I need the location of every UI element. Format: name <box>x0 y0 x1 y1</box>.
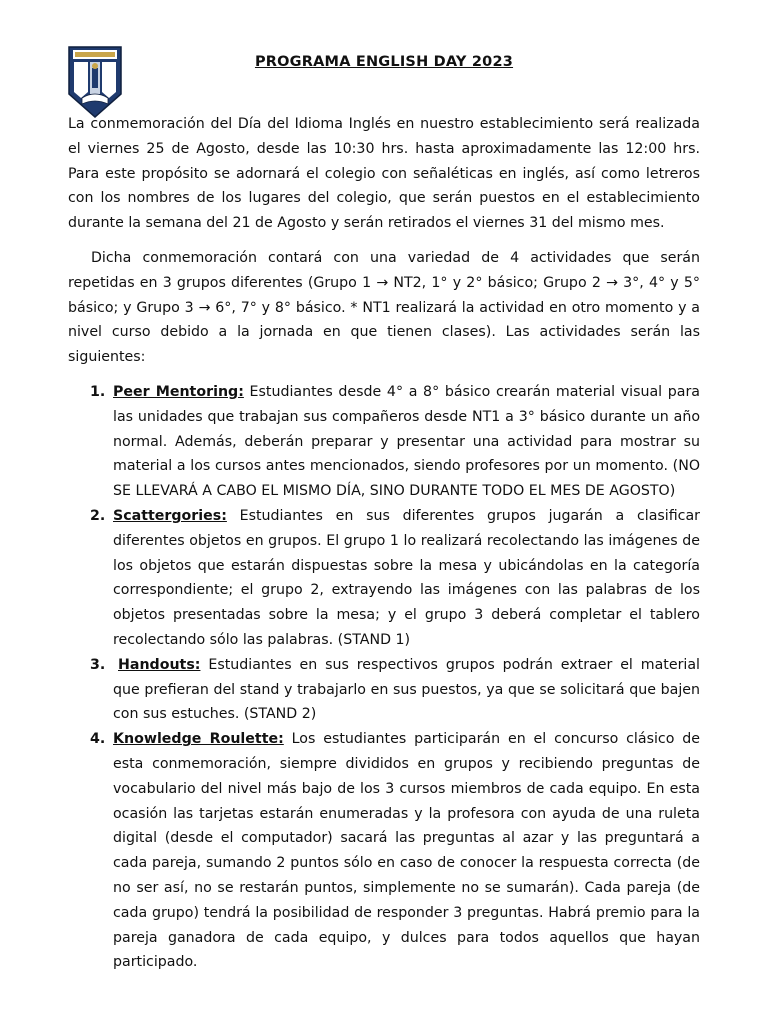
list-item-number: 2. <box>90 507 106 524</box>
activities-list <box>68 380 700 975</box>
list-item <box>68 727 700 975</box>
activity-term: Peer Mentoring: <box>113 383 244 400</box>
intro-paragraph: La conmemoración del Día del Idioma Inglés en nuestro establecimiento será realizada el viernes 25 de Agosto, desde las 10:30 hrs. hasta aproximadamente las 12:00 hrs. Para este propósito se adornará el colegio con señaléticas en inglés, así como letreros con los nombres de los lugares del colegio, que serán puestos en el establecimiento durante la semana del 21 de Agosto y serán retirados el viernes 31 del mismo mes. <box>68 116 700 232</box>
activity-description: Estudiantes en sus respectivos grupos podrán extraer el material que prefieran del stand y trabajarlo en sus puestos, ya que se solicitará que bajen con sus estuches. (STAND 2) <box>113 656 700 723</box>
activity-description: Estudiantes desde 4° a 8° básico crearán material visual para las unidades que trabajan sus compañeros desde NT1 a 3° básico durante un año normal. Además, deberán preparar y presentar una actividad para mostrar su material a los cursos antes mencionados, siendo profesores por un momento. (NO SE LLEVARÁ A CABO EL MISMO DÍA, SINO DURANTE TODO EL MES DE AGOSTO) <box>113 383 700 500</box>
activity-term: Scattergories: <box>113 507 227 524</box>
list-item <box>68 504 700 653</box>
activity-term: Knowledge Roulette: <box>113 731 284 748</box>
activity-term: Handouts: <box>118 656 201 673</box>
list-item-number: 1. <box>90 383 106 400</box>
list-item-number: 3. <box>90 656 106 673</box>
activity-description: Estudiantes en sus diferentes grupos jugarán a clasificar diferentes objetos en grupos. El grupo 1 lo realizará recolectando las imágenes de los objetos que estarán dispuestas sobre la mesa y ubicándolas en la categoría correspondiente; el grupo 2, extrayendo las imágenes con las palabras de los objetos presentadas sobre la mesa; y el grupo 3 deberá completar el tablero recolectando sólo las palabras. (STAND 1) <box>113 507 700 648</box>
list-item <box>68 380 700 504</box>
list-item <box>68 653 700 727</box>
activities-intro-paragraph: Dicha conmemoración contará con una variedad de 4 actividades que serán repetidas en 3 grupos diferentes (Grupo 1 → NT2, 1° y 2° básico; Grupo 2 → 3°, 4° y 5° básico; y Grupo 3 → 6°, 7° y 8° básico. * NT1 realizará la actividad en otro momento y a nivel curso debido a la jornada en que tienen clases). Las actividades serán las siguientes: <box>68 249 700 366</box>
activity-description: Los estudiantes participarán en el concurso clásico de esta conmemoración, siempre divididos en grupos y recibiendo preguntas de vocabulario del nivel más bajo de los 3 cursos miembros de cada equipo. En esta ocasión las tarjetas estarán enumeradas y la profesora con ayuda de una ruleta digital (desde el computador) sacará las preguntas al azar y las preguntará a cada pareja, sumando 2 puntos sólo en caso de conocer la respuesta correcta (de no ser así, no se restarán puntos, simplemente no se sumarán). Cada pareja (de cada grupo) tendrá la posibilidad de responder 3 preguntas. Habrá premio para la pareja ganadora de cada equipo, y dulces para todos aquellos que hayan participado. <box>113 731 700 971</box>
page-title: PROGRAMA ENGLISH DAY 2023 <box>254 54 514 70</box>
document-body <box>68 112 700 975</box>
list-item-number: 4. <box>90 731 106 748</box>
